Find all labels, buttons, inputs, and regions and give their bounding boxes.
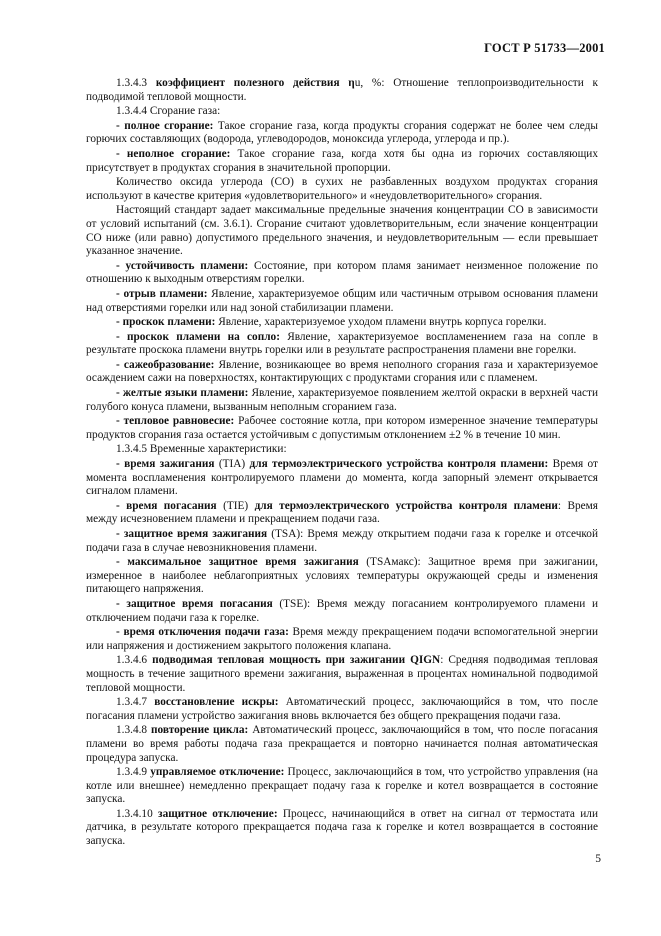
paragraph	[86, 654, 598, 695]
paragraph	[86, 528, 598, 555]
paragraph-text: u, %: Отношение теплопроизводительности к подводимой тепловой мощности.	[86, 77, 598, 103]
term: - устойчивость пламени:	[116, 259, 249, 272]
paragraph	[86, 766, 598, 807]
paragraph-number: 1.3.4.6	[116, 654, 153, 667]
term: защитное отключение:	[158, 807, 278, 820]
paragraph-number: 1.3.4.10	[116, 807, 159, 820]
term: для термоэлектрического устройства контроля пламени:	[249, 458, 549, 471]
paragraph-text: Процесс, начинающийся в ответ на сигнал от термостата или датчика, в результате которого прекращается подача газа к горелке и котел возвращается в состояние запуска.	[86, 807, 598, 848]
paragraph	[86, 626, 598, 653]
paragraph-number: 1.3.4.9	[116, 766, 151, 779]
term: подводимая тепловая мощность при зажигании QIGN	[152, 654, 441, 667]
term: - защитное время зажигания	[116, 528, 268, 540]
paragraph-number: 1.3.4.5	[116, 443, 150, 456]
paragraph	[86, 696, 598, 723]
paragraph	[86, 458, 598, 499]
term: - отрыв пламени:	[116, 287, 208, 300]
term: - проскок пламени на сопло:	[116, 330, 280, 343]
term: для термоэлектрического устройства контроля пламени	[254, 499, 558, 512]
term: - максимальное защитное время зажигания	[116, 556, 359, 569]
paragraph-text: Количество оксида углерода (CO) в сухих не разбавленных воздухом продуктах сгорания используют в качестве критерия «удовлетворительного» и «неудовлетворительного» сгорания.	[86, 176, 598, 202]
paragraph	[86, 120, 598, 147]
paragraph-text: Автоматический процесс, заключающийся в том, что после погасания пламени устройство зажигания вновь включается без общего прекращения подачи газа.	[86, 696, 599, 722]
paragraph	[86, 288, 598, 315]
paragraph	[86, 105, 598, 119]
paragraph	[86, 176, 598, 203]
paragraph-number: 1.3.4.3	[116, 77, 156, 89]
term: - время отключения подачи газа:	[116, 626, 289, 639]
paragraph	[86, 556, 598, 597]
paragraph	[86, 77, 598, 104]
paragraph-text: (TSAмакс): Защитное время при зажигании, измеренное в наиболее неблагоприятных условиях температуры окружающей среды и изменения питающего напряжения.	[86, 556, 598, 596]
paragraph	[86, 415, 598, 442]
paragraph-text: Настоящий стандарт задает максимальные предельные значения концентрации CO в зависимости от условий испытаний (см. 3.6.1). Сгорание считают удовлетворительным, если значение концентрации CO ниже (или равно) допустимого предельного значения, и неудовлетворительным — если превышает указанное значение.	[86, 204, 598, 258]
paragraph	[86, 808, 598, 849]
paragraph	[86, 260, 598, 287]
paragraph-text: (TIA)	[214, 458, 250, 471]
term: коэффициент полезного действия η	[155, 77, 355, 89]
term: - время зажигания	[116, 458, 215, 471]
paragraph	[86, 331, 598, 358]
paragraph-text: Сгорание газа:	[149, 105, 221, 118]
paragraph-text: Явление, характеризуемое воспламенением газа на сопле в результате проскока пламени внутрь горелки или в результате распространения пламени вне горелки.	[86, 330, 598, 357]
paragraph-text: Рабочее состояние котла, при котором измеренное значение температуры продуктов сгорания газа остается устойчивым с допустимым отклонением ±2 % в течение 10 мин.	[86, 415, 598, 441]
paragraph	[86, 724, 598, 765]
term: восстановление искры:	[154, 696, 279, 709]
paragraph	[86, 316, 598, 330]
paragraph-text: Процесс, заключающийся в том, что устройство управления (на котле или внешнее) немедленно прекращает подачу газа к горелке и котел возвращается в состояние запуска.	[86, 766, 598, 806]
paragraph	[86, 359, 598, 386]
paragraph-text: (TIE)	[216, 499, 255, 512]
paragraph-text: Явление, характеризуемое уходом пламени внутрь корпуса горелки.	[215, 316, 547, 329]
term: - сажеобразование:	[116, 358, 215, 371]
paragraph-number: 1.3.4.8	[116, 724, 152, 737]
term: - защитное время погасания	[116, 597, 273, 610]
paragraph-text: Автоматический процесс, заключающийся в том, что после погасания пламени во время работы подача газа прекращается и повторно начинается полная автоматическая процедура запуска.	[86, 724, 598, 764]
paragraph	[86, 500, 598, 527]
paragraph	[86, 387, 598, 414]
paragraph	[86, 204, 598, 258]
paragraph-text: Явление, характеризуемое появлением желтой окраски в верхней части голубого конуса пламени, вызванным неполным сгоранием газа.	[86, 387, 598, 413]
paragraph	[86, 598, 598, 625]
paragraph-text: Такое сгорание газа, когда хотя бы одна из горючих составляющих присутствует в продуктах сгорания в значительной пропорции.	[86, 147, 599, 174]
term: - неполное сгорание:	[116, 147, 231, 160]
paragraph-number: 1.3.4.7	[116, 696, 155, 709]
paragraph	[86, 148, 598, 175]
paragraph-text: Явление, возникающее во время неполного сгорания газа и характеризуемое осаждением сажи на поверхностях, контактирующих с продуктами сгорания или с пламенем.	[86, 358, 599, 385]
term: управляемое отключение:	[150, 766, 285, 779]
paragraph-text: Время от момента воспламенения контролируемого пламени до момента, когда запорный элемент открывается сигналом пламени.	[86, 458, 598, 498]
paragraph-text: (TSA): Время между открытием подачи газа к горелке и отсечкой подачи газа в случае невозникновения пламени.	[86, 528, 598, 554]
paragraph-text: Явление, характеризуемое общим или частичным отрывом основания пламени над отверстиями горелки или над зоной стабилизации пламени.	[86, 287, 598, 314]
term: - желтые языки пламени:	[116, 387, 249, 400]
term: - тепловое равновесие:	[116, 415, 235, 428]
page-number: 5	[595, 853, 601, 865]
paragraph-text: Состояние, при котором пламя занимает неизменное положение по отношению к выходным отверстиям горелки.	[86, 259, 598, 286]
term: - время погасания	[116, 499, 217, 512]
paragraph-text: Такое сгорание газа, когда продукты сгорания содержат не более чем следы горючих составляющих (водорода, углеводородов, моноксида углерода, углерода и пр.).	[86, 119, 598, 146]
paragraph-text: (TSE): Время между погасанием контролируемого пламени и отключением подачи газа к горелке.	[86, 597, 598, 624]
term: - полное сгорание:	[116, 119, 214, 132]
term: - проскок пламени:	[116, 316, 216, 329]
paragraph-text: : Средняя подводимая тепловая мощность в течение защитного времени зажигания, выраженная в процентах номинальной подводимой тепловой мощности.	[86, 654, 598, 694]
paragraph-number: 1.3.4.4	[116, 105, 150, 118]
term: повторение цикла:	[151, 724, 249, 737]
paragraph	[86, 443, 598, 457]
document-header: ГОСТ Р 51733—2001	[484, 41, 605, 55]
document-body	[86, 77, 598, 850]
paragraph-text: : Время между исчезновением пламени и прекращением подачи газа.	[86, 499, 598, 526]
paragraph-text: Время между прекращением подачи вспомогательной энергии или напряжения и достижением закрытого положения клапана.	[86, 626, 598, 652]
paragraph-text: Временные характеристики:	[149, 443, 287, 456]
